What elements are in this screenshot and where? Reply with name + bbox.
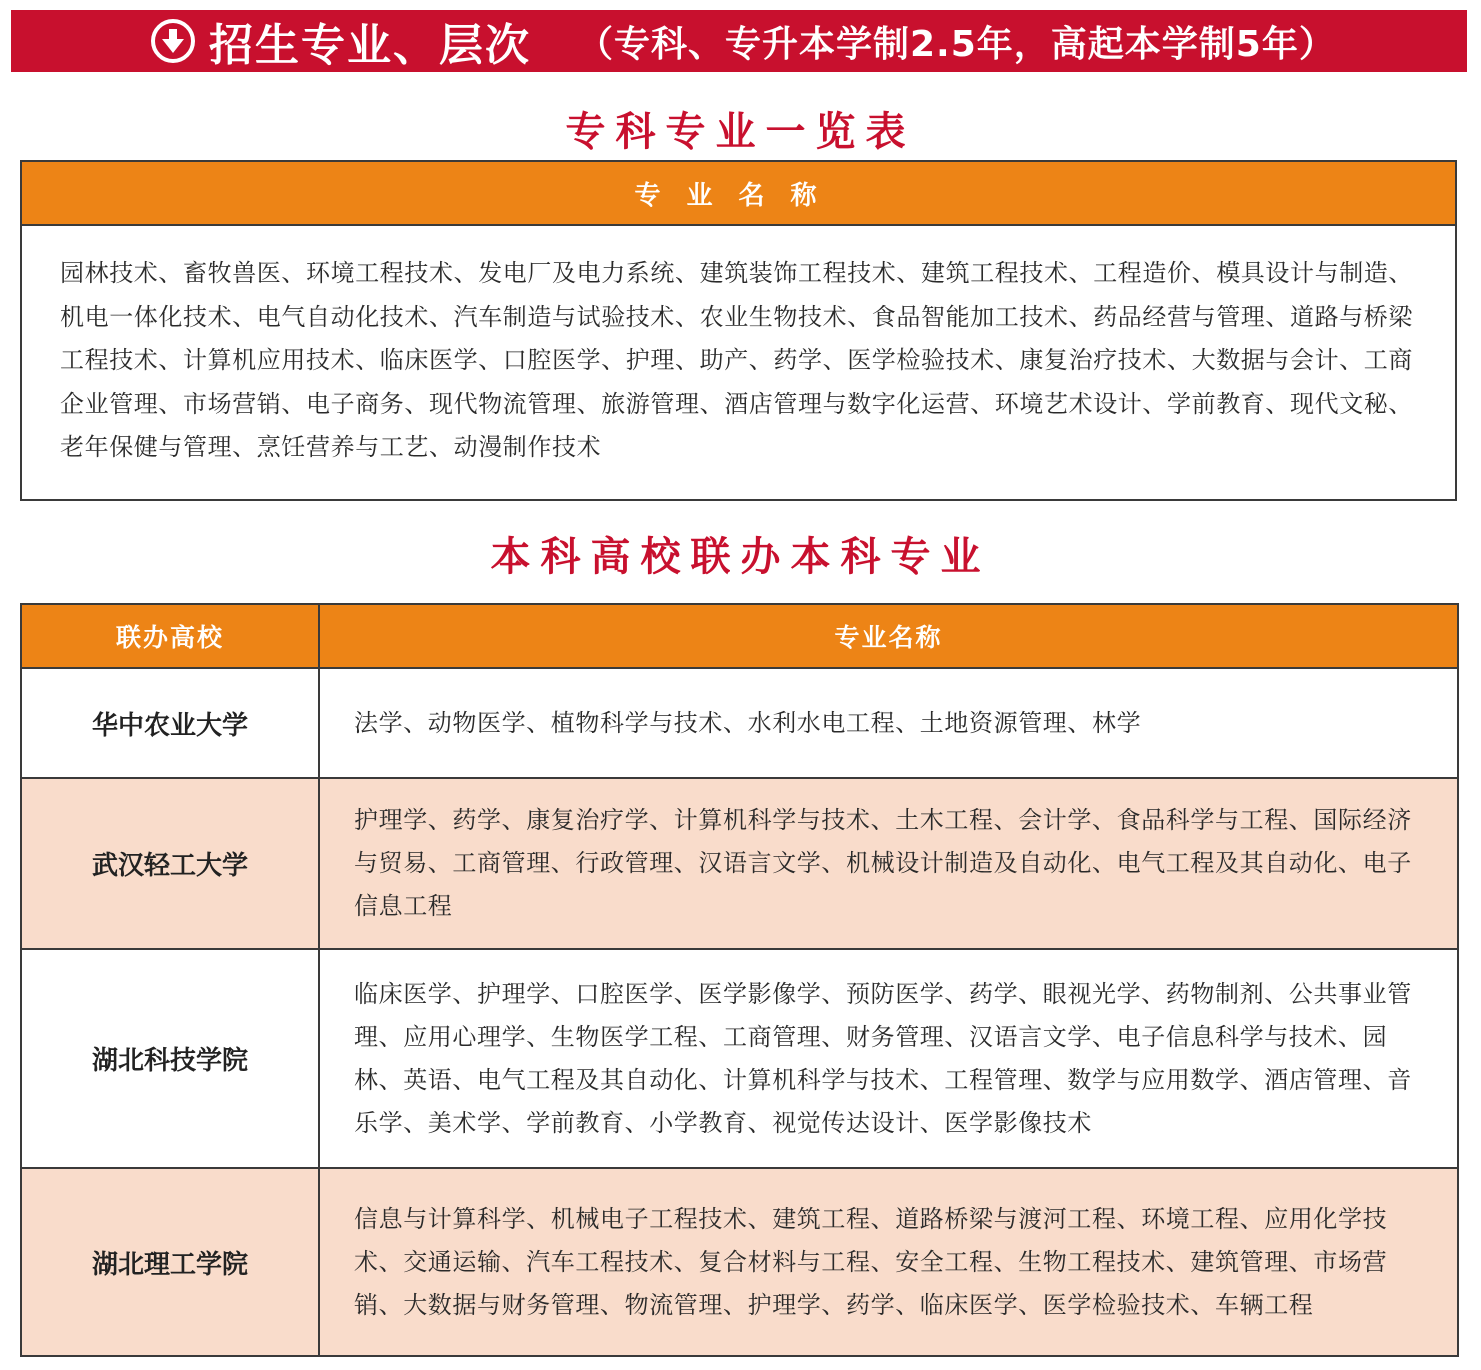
specialty-section-title: 专科专业一览表 bbox=[565, 109, 916, 155]
table-row bbox=[21, 1168, 1458, 1356]
banner-subtitle: （专科、专升本学制2.5年，高起本学制5年） bbox=[577, 23, 1336, 65]
school-name: 华中农业大学 bbox=[21, 668, 319, 778]
majors-list: 法学、动物医学、植物科学与技术、水利水电工程、土地资源管理、林学 bbox=[319, 668, 1458, 778]
majors-list: 信息与计算科学、机械电子工程技术、建筑工程、道路桥梁与渡河工程、环境工程、应用化学技术、交通运输、汽车工程技术、复合材料与工程、安全工程、生物工程技术、建筑管理、市场营销、大数据与财务管理、物流管理、护理学、药学、临床医学、医学检验技术、车辆工程 bbox=[319, 1168, 1458, 1356]
specialty-table bbox=[20, 160, 1457, 501]
majors-list: 临床医学、护理学、口腔医学、医学影像学、预防医学、药学、眼视光学、药物制剂、公共事业管理、应用心理学、生物医学工程、工商管理、财务管理、汉语言文学、电子信息科学与技术、园林、英语、电气工程及其自动化、计算机科学与技术、工程管理、数学与应用数学、酒店管理、音乐学、美术学、学前教育、小学教育、视觉传达设计、医学影像技术 bbox=[319, 949, 1458, 1168]
table-row bbox=[21, 949, 1458, 1168]
header-banner bbox=[11, 10, 1467, 72]
undergrad-table bbox=[20, 603, 1459, 1357]
school-name: 湖北理工学院 bbox=[21, 1168, 319, 1356]
specialty-table-header: 专业名称 bbox=[22, 162, 1455, 226]
table-row bbox=[21, 778, 1458, 949]
banner-title: 招生专业、层次 bbox=[209, 20, 531, 71]
specialty-majors-list: 园林技术、畜牧兽医、环境工程技术、发电厂及电力系统、建筑装饰工程技术、建筑工程技术、工程造价、模具设计与制造、机电一体化技术、电气自动化技术、汽车制造与试验技术、农业生物技术、食品智能加工技术、药品经营与管理、道路与桥梁工程技术、计算机应用技术、临床医学、口腔医学、护理、助产、药学、医学检验技术、康复治疗技术、大数据与会计、工商企业管理、市场营销、电子商务、现代物流管理、旅游管理、酒店管理与数字化运营、环境艺术设计、学前教育、现代文秘、老年保健与管理、烹饪营养与工艺、动漫制作技术 bbox=[60, 259, 1413, 461]
school-name: 武汉轻工大学 bbox=[21, 778, 319, 949]
undergrad-section-title: 本科高校联办本科专业 bbox=[490, 534, 991, 580]
column-header-school: 联办高校 bbox=[21, 604, 319, 668]
majors-list: 护理学、药学、康复治疗学、计算机科学与技术、土木工程、会计学、食品科学与工程、国际经济与贸易、工商管理、行政管理、汉语言文学、机械设计制造及自动化、电气工程及其自动化、电子信息工程 bbox=[319, 778, 1458, 949]
circle-down-arrow-icon bbox=[151, 19, 195, 63]
table-row bbox=[21, 668, 1458, 778]
school-name: 湖北科技学院 bbox=[21, 949, 319, 1168]
column-header-majors: 专业名称 bbox=[319, 604, 1458, 668]
